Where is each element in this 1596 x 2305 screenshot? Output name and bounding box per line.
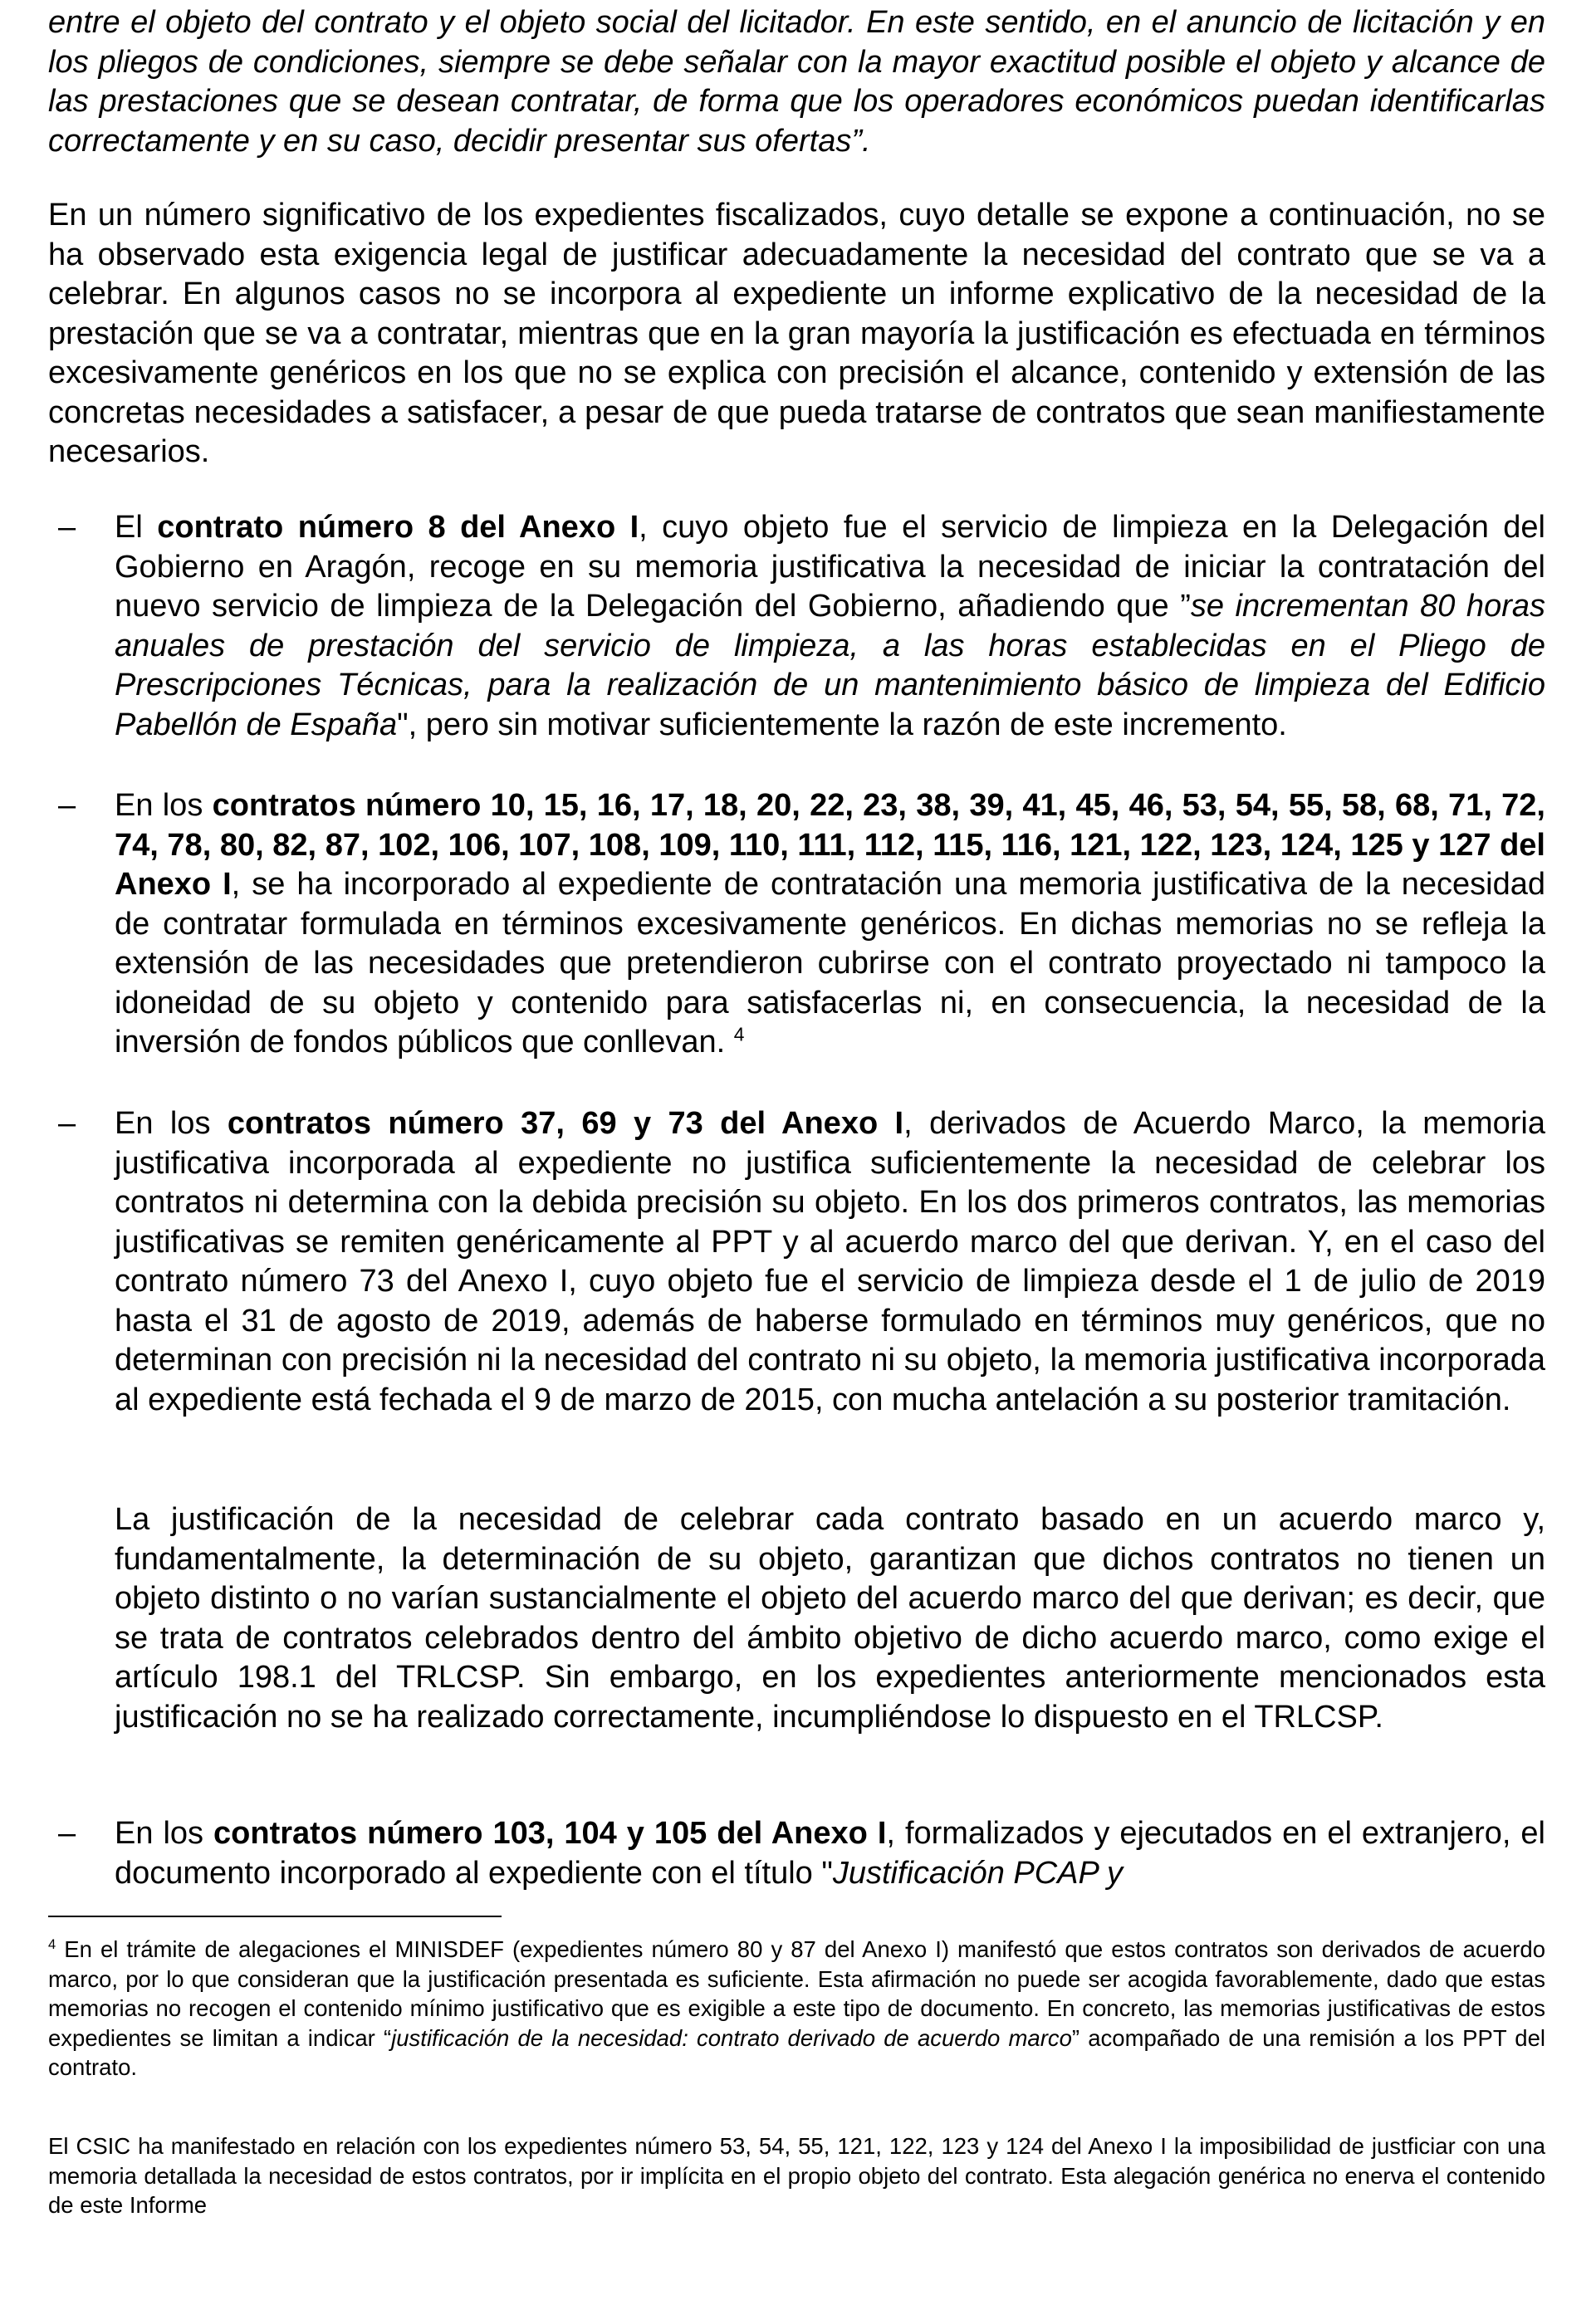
text-run: , se ha incorporado al expediente de contratación una memoria justificativa de la necesidad de contratar formulada en términos excesivamente genéricos. En dichas memorias no se refleja la extensión de las necesidades que pretendieron cubrirse con el contrato proyectado ni tampoco la idoneidad de su objeto y contenido para satisfacerlas ni, en consecuencia, la necesidad de la inversión de fondos públicos que conllevan. bbox=[115, 867, 1545, 1060]
text-run: En los bbox=[115, 788, 213, 823]
bullet-dash-marker: – bbox=[58, 1106, 76, 1141]
bullet-dash-marker: – bbox=[58, 510, 76, 545]
paragraph-1 bbox=[48, 3, 1545, 161]
bold-run: contratos número 103, 104 y 105 del Anexo I bbox=[213, 1816, 887, 1851]
bullet-dash-marker: – bbox=[58, 1816, 76, 1851]
bullet-dash-marker: – bbox=[58, 788, 76, 823]
footnote-4-continued: El CSIC ha manifestado en relación con los expedientes número 53, 54, 55, 121, 122, 123 y 124 del Anexo I la imposibilidad de justficiar con una memoria detallada la necesidad de estos contratos, por ir implícita en el propio objeto del contrato. Esta alegación genérica no enerva el contenido de este Informe bbox=[48, 2133, 1545, 2218]
list-item-text bbox=[115, 1814, 1545, 1893]
text-run: ", pero sin motivar suficientemente la razón de este incremento. bbox=[397, 707, 1287, 742]
list-item-text bbox=[115, 508, 1545, 745]
bold-run: contratos número 10, 15, 16, 17, 18, 20, 22, 23, 38, 39, 41, 45, 46, 53, 54, 55, 58, 68, 71, 72, 74, 78, 80, 82, 87, 102, 106, 107, 108, 109, 110, 111, 112, 115, 116, 121, 122, 123, 124, 125 y 127 del Anexo I bbox=[115, 788, 1545, 902]
list-item bbox=[48, 786, 1545, 1063]
footnote-reference[interactable]: 4 bbox=[733, 1023, 745, 1045]
bold-run: contratos número 37, 69 y 73 del Anexo I bbox=[227, 1106, 904, 1141]
paragraph-2: En un número significativo de los expedientes fiscalizados, cuyo detalle se expone a continuación, no se ha observado esta exigencia legal de justificar adecuadamente la necesidad del contrato que se va a celebrar. En algunos casos no se incorpora al expediente un informe explicativo de la necesidad de la prestación que se va a contratar, mientras que en la gran mayoría la justificación es efectuada en términos excesivamente genéricos en los que no se explica con precisión el alcance, contenido y extensión de las concretas necesidades a satisfacer, a pesar de que pueda tratarse de contratos que sean manifiestamente necesarios. bbox=[48, 198, 1545, 469]
footnote-4 bbox=[48, 1935, 1545, 2082]
footnote-text: En el trámite de alegaciones el MINISDEF (expedientes número 80 y 87 del Anexo I) manifestó que estos contratos son derivados de acuerdo marco, por lo que consideran que la justificación presentada es suficiente. Esta afirmación no puede ser acogida favorablemente, dado que estas memorias no recogen el contenido mínimo justificativo que es exigible a este tipo de documento. En concreto, las memorias justificativas de estos expedientes se limitan a indicar “ bbox=[48, 1936, 1545, 2051]
list-item bbox=[48, 1104, 1545, 1420]
indented-paragraph: La justificación de la necesidad de celebrar cada contrato basado en un acuerdo marco y, fundamentalmente, la determinación de su objeto, garantizan que dichos contratos no tienen un objeto distinto o no varían sustancialmente el objeto del acuerdo marco del que derivan; es decir, que se trata de contratos celebrados dentro del ámbito objetivo de dicho acuerdo marco, como exige el artículo 198.1 del TRLCSP. Sin embargo, en los expedientes anteriormente mencionados esta justificación no se ha realizado correctamente, incumpliéndose lo dispuesto en el TRLCSP. bbox=[115, 1502, 1545, 1735]
text-run: , derivados de Acuerdo Marco, la memoria justificativa incorporada al expediente no justifica suficientemente la necesidad de celebrar los contratos ni determina con la debida precisión su objeto. En los dos primeros contratos, las memorias justificativas se remiten genéricamente al PPT y al acuerdo marco del que derivan. Y, en el caso del contrato número 73 del Anexo I, cuyo objeto fue el servicio de limpieza desde el 1 de julio de 2019 hasta el 31 de agosto de 2019, además de haberse formulado en términos muy genéricos, que no determinan con precisión ni la necesidad del contrato ni su objeto, la memoria justificativa incorporada al expediente está fechada el 9 de marzo de 2015, con mucha antelación a su posterior tramitación. bbox=[115, 1106, 1546, 1417]
text-run: El bbox=[115, 510, 158, 545]
italic-run: Justificación PCAP y bbox=[832, 1855, 1124, 1891]
text-run: En los bbox=[115, 1816, 214, 1851]
list-item-text bbox=[115, 1104, 1545, 1420]
text-run: , formalizados y ejecutados en el extranjero, el documento incorporado al expediente con el título " bbox=[115, 1816, 1545, 1891]
footnote-italic-quote: justificación de la necesidad: contrato derivado de acuerdo marco bbox=[391, 2024, 1072, 2051]
list-item bbox=[48, 508, 1545, 745]
text-run: En los bbox=[115, 1106, 228, 1141]
list-item-text bbox=[115, 786, 1545, 1063]
footnote-separator bbox=[48, 1916, 502, 1917]
footnote-number: 4 bbox=[48, 1936, 56, 1952]
text-run: , cuyo objeto fue el servicio de limpieza en la Delegación del Gobierno en Aragón, recoge en su memoria justificativa la necesidad de iniciar la contratación del nuevo servicio de limpieza de la Delegación del Gobierno, añadiendo que ” bbox=[115, 510, 1545, 624]
footnote-text: ” acompañado de una remisión a los PPT del contrato. bbox=[48, 2024, 1545, 2080]
italic-quote: se incrementan 80 horas anuales de prestación del servicio de limpieza, a las horas establecidas en el Pliego de Prescripciones Técnicas, para la realización de un mantenimiento básico de limpieza del Edificio Pabellón de España bbox=[115, 589, 1545, 742]
paragraph-1-text: entre el objeto del contrato y el objeto social del licitador. En este sentido, en el anuncio de licitación y en los pliegos de condiciones, siempre se debe señalar con la mayor exactitud posible el objeto y alcance de las prestaciones que se desean contratar, de forma que los operadores económicos puedan identificarlas correctamente y en su caso, decidir presentar sus ofertas”. bbox=[48, 5, 1545, 159]
bold-run: contrato número 8 del Anexo I bbox=[157, 510, 639, 545]
list-item bbox=[48, 1814, 1545, 1893]
